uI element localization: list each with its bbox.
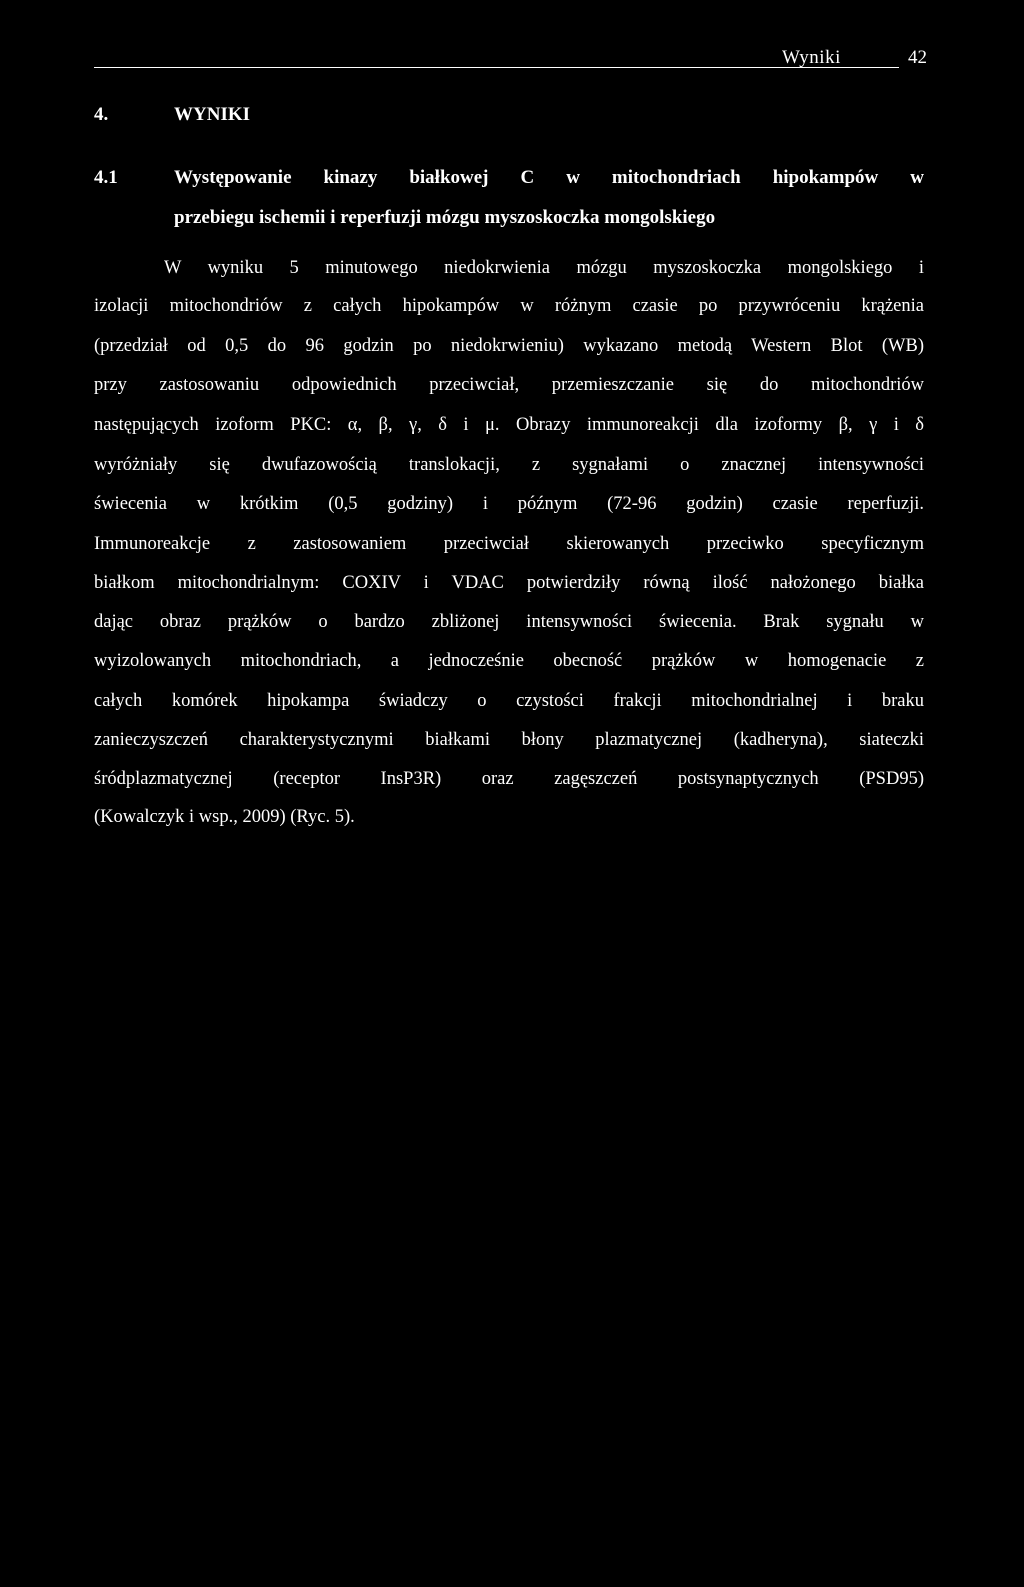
paragraph-line: śródplazmatycznej (receptor InsP3R) oraz zagęszczeń postsynaptycznych (PSD95) — [94, 769, 924, 789]
paragraph-line: zanieczyszczeń charakterystycznymi białkami błony plazmatycznej (kadheryna), siateczki — [94, 730, 924, 750]
chapter-number: 4. — [94, 104, 109, 125]
section-heading — [94, 166, 924, 228]
chapter-heading — [94, 103, 250, 127]
running-header — [782, 47, 927, 69]
paragraph-line: przy zastosowaniu odpowiednich przeciwciał, przemieszczanie się do mitochondriów — [94, 375, 924, 395]
running-header-title: Wyniki — [782, 47, 841, 68]
paragraph-line: następujących izoform PKC: α, β, γ, δ i μ. Obrazy immunoreakcji dla izoformy β, γ i δ — [94, 415, 924, 435]
section-title-line1: Występowanie kinazy białkowej C w mitochondriach hipokampów w — [174, 167, 924, 188]
section-title-line2: przebiegu ischemii i reperfuzji mózgu myszoskoczka mongolskiego — [174, 207, 716, 228]
section-heading-line1 — [94, 166, 924, 190]
paragraph-line: izolacji mitochondriów z całych hipokampów w różnym czasie po przywróceniu krążenia — [94, 296, 924, 316]
paragraph-line: wyróżniały się dwufazowością translokacji, z sygnałami o znacznej intensywności — [94, 455, 924, 475]
paragraph-line: (Kowalczyk i wsp., 2009) (Ryc. 5). — [94, 807, 355, 827]
paragraph-line: Immunoreakcje z zastosowaniem przeciwciał skierowanych przeciwko specyficznym — [94, 534, 924, 554]
paragraph-line: białkom mitochondrialnym: COXIV i VDAC potwierdziły równą ilość nałożonego białka — [94, 573, 924, 593]
paragraph-line: świecenia w krótkim (0,5 godziny) i późnym (72-96 godzin) czasie reperfuzji. — [94, 494, 924, 514]
paragraph-line: W wyniku 5 minutowego niedokrwienia mózgu myszoskoczka mongolskiego i — [164, 258, 924, 278]
page-number: 42 — [908, 47, 927, 68]
paragraph-line: dając obraz prążków o bardzo zbliżonej intensywności świecenia. Brak sygnału w — [94, 612, 924, 632]
header-rule — [94, 67, 899, 68]
paragraph-line: całych komórek hipokampa świadczy o czystości frakcji mitochondrialnej i braku — [94, 691, 924, 711]
chapter-title: WYNIKI — [174, 104, 251, 125]
section-number: 4.1 — [94, 167, 118, 188]
paragraph-line: wyizolowanych mitochondriach, a jednocześnie obecność prążków w homogenacie z — [94, 651, 924, 671]
paragraph-line: (przedział od 0,5 do 96 godzin po niedokrwieniu) wykazano metodą Western Blot (WB) — [94, 336, 924, 356]
